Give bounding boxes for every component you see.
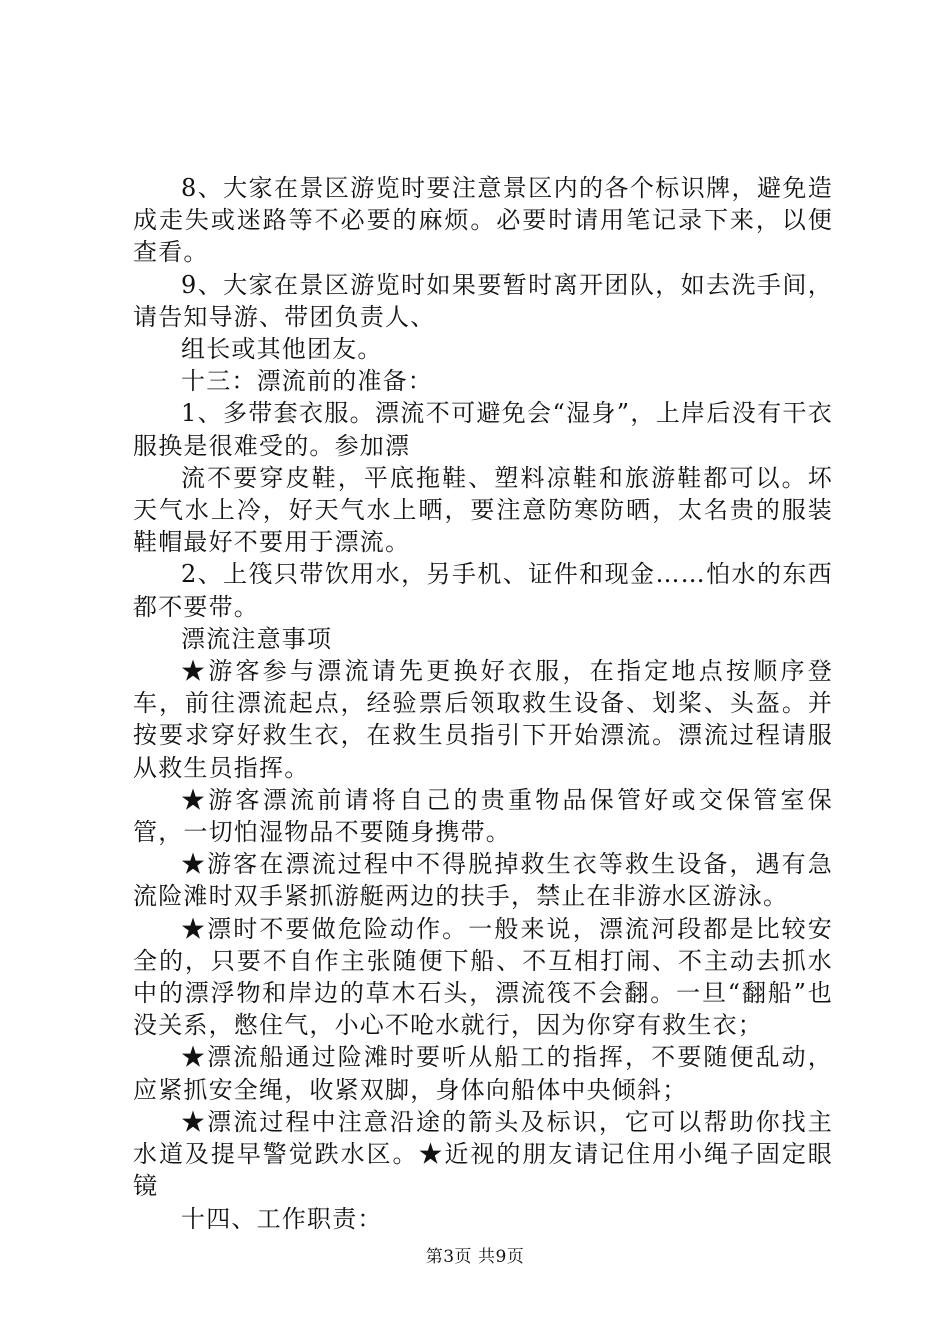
notice-item-4: ★漂时不要做危险动作。一般来说，漂流河段都是比较安全的，只要不自作主张随便下船、不互相打闹、不主动去抓水中的漂浮物和岸边的草木石头，漂流筏不会翻。一旦“翻船”也没关系，憋住气，小心不呛水就行，因为你穿有救生衣； xyxy=(133,914,833,1040)
paragraph-item-9: 9、大家在景区游览时如果要暂时离开团队，如去洗手间，请告知导游、带团负责人、 xyxy=(133,270,833,331)
notice-item-2: ★游客漂流前请将自己的贵重物品保管好或交保管室保管，一切怕湿物品不要随身携带。 xyxy=(133,785,833,847)
notice-item-3: ★游客在漂流过程中不得脱掉救生衣等救生设备，遇有急流险滩时双手紧抓游艇两边的扶手，禁止在非游水区游泳。 xyxy=(133,850,833,911)
page-footer: 第3页 共9页 xyxy=(425,1247,525,1267)
document-body xyxy=(133,172,833,1235)
paragraph-item-9-cont: 组长或其他团友。 xyxy=(181,335,383,364)
section-heading-14: 十四、工作职责： xyxy=(181,1204,383,1233)
section-heading-13: 十三：漂流前的准备： xyxy=(181,367,433,396)
paragraph-prep-1-cont: 流不要穿皮鞋，平底拖鞋、塑料凉鞋和旅游鞋都可以。坏天气水上冷，好天气水上晒，要注意防寒防晒，太名贵的服装鞋帽最好不要用于漂流。 xyxy=(133,463,833,557)
notice-item-5: ★漂流船通过险滩时要听从船工的指挥，不要随便乱动，应紧抓安全绳，收紧双脚，身体向船体中央倾斜； xyxy=(133,1043,833,1104)
notice-item-6: ★漂流过程中注意沿途的箭头及标识，它可以帮助你找主水道及提早警觉跌水区。★近视的朋友请记住用小绳子固定眼镜 xyxy=(133,1107,833,1201)
notice-item-1: ★游客参与漂流请先更换好衣服，在指定地点按顺序登车，前往漂流起点，经验票后领取救生设备、划桨、头盔。并按要求穿好救生衣，在救生员指引下开始漂流。漂流过程请服从救生员指挥。 xyxy=(133,657,833,782)
paragraph-prep-2: 2、上筏只带饮用水，另手机、证件和现金……怕水的东西都不要带。 xyxy=(133,560,833,621)
paragraph-item-8: 8、大家在景区游览时要注意景区内的各个标识牌，避免造成走失或迷路等不必要的麻烦。必要时请用笔记录下来，以便查看。 xyxy=(133,174,833,267)
paragraph-prep-1: 1、多带套衣服。漂流不可避免会“湿身”，上岸后没有干衣服换是很难受的。参加漂 xyxy=(133,399,833,460)
subheading-rafting-notes: 漂流注意事项 xyxy=(181,624,333,653)
